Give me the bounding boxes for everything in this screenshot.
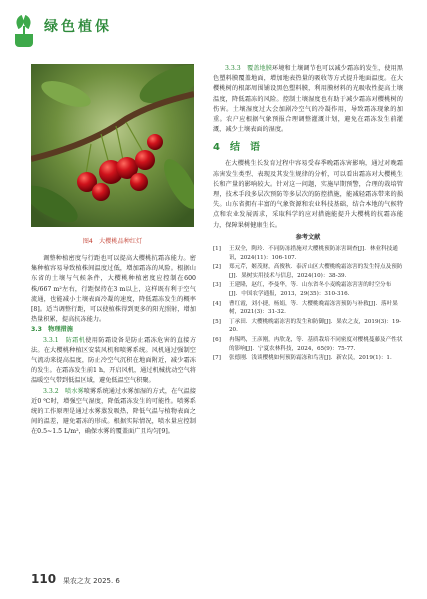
reference-item: [7] 张德刚．浅谈樱桃如何预防霜冻和鸟害[J]．新农民，2019(1)：1. (213, 355, 392, 362)
page-footer (31, 572, 120, 586)
right-column (213, 64, 403, 364)
cherry-photo (31, 64, 194, 227)
figure-caption: 图4 大樱桃品种红灯 (82, 238, 143, 245)
paragraph-density: 调整种植密度与行距也可以提高大樱桃抗霜冻能力。密集种植容易导致植株间温度过低，增加霜冻的风险。根据山东省的土壤与气候条件，大樱桃种植密度应控制在600株/667 m²左右，行距保持在3 m以上，这样既有利于空气流通，也能减小土壤表面冷凝的速度，降低霜冻发生的概率[8]。适当调整行距，可以使植株得到更多的阳光照射，增加热量积累，提高抗冻能力。 (31, 255, 196, 324)
reference-item: [2] 郑元芹，姬茂财，高俊秋．泰沂山区大樱桃晚霜冻害的发生特点及预防[J]．果树实用技术与信息，2024(10)：38-39. (213, 264, 403, 279)
page-header (10, 12, 420, 52)
subsection-heading: 3.3 物理措施 (31, 326, 73, 334)
reference-item: [1] 王双全，陶玲．不同防冻措施对大樱桃预防冻害调查[J]．林业科技通讯，2024(11)：106-107. (213, 246, 398, 261)
paragraph-water-mist (31, 387, 196, 438)
paragraph-mulch (213, 64, 403, 135)
subsection-label: 3.3.3 覆盖地膜 (225, 65, 272, 72)
journal-name: 果农之友 2025. 6 (62, 577, 120, 585)
reference-item: [3] 王建隆，赵红，李曼华，等．山东省冬小麦晚霜冻害害的时空分布[J]．中国农学通报，2013，29(35)：310-316. (213, 282, 392, 298)
paragraph-text: 喷雾系统通过水雾加湿的方式，在气温接近0 ℃时，增强空气湿度，降低霜冻发生的可能性。喷雾系统的工作原理是通过水雾蒸发吸热，降低气温与植物表面之间的温差，避免霜冻的形成。根据实际情况，喷水量应控制在0.5~1.5 L/m²，确保水雾的覆盖面广且均匀[9]。 (31, 387, 196, 436)
paragraph-frost-machine (31, 336, 196, 387)
reference-item: [4] 曹红霞，刘小捷，杨娟，等．大樱桃晚霜冻害预防与补救[J]．落叶果树，2021(3)：31-32. (213, 300, 398, 316)
reference-item: [6] 冉锡鸣，王彦刚，冉欣龙，等．基质栽培不同密度对樱桃蔓藤及产性状的影响[J]．宁夏农林科技，2024，65(9)：75-77. (213, 336, 403, 352)
subsection-label: 3.3.2 喷水雾 (43, 387, 84, 395)
references-list (213, 245, 403, 363)
plant-pot-logo-icon (10, 12, 38, 52)
paragraph-text: 环境和土壤调节也可以减少霜冻的发生，使用黑色塑料膜覆盖地面，增加地表热量的吸收等方式提升地面温度。在大樱桃树的根部周围铺设黑色塑料膜，利用膜材料的光吸收性提高土壤温度，降低霜冻的风险。控制土壤湿度也有助于减少霜冻对樱桃树的伤害。土壤湿度过大会加剧冷空气的冷凝作用，导致霜冻现象的加重。农户应根据气象预报合理调整灌溉计划，避免在霜冻发生前灌溉，减少土壤表面的湿度。 (213, 65, 403, 134)
left-column (31, 254, 196, 438)
section-title: 绿色植保 (44, 19, 112, 35)
conclusion-heading: 4 结 语 (213, 142, 260, 154)
paragraph-text: 使用防霜设备是防止霜冻危害的直接方法。在大樱桃种植区安装风机和喷雾系统。风机通过强制空气流动来提高温度，防止冷空气沉积在地面附近，减少霜冻的发生。在霜冻发生前1 h，开启风机，通过机械扰动空气将温暖空气带到低温区域，避免低温空气积聚。 (31, 336, 197, 385)
page-number: 110 (31, 572, 57, 586)
subsection-label: 3.3.1 防霜机 (43, 336, 86, 344)
paragraph-conclusion: 在大樱桃生长发育过程中容易受春季晚霜冻害影响，通过对晚霜冻害发生类型、表现及其发生规律的分析，可以看出霜冻对大樱桃生长和产量的影响较大。针对这一问题，实施早期预警，合理的栽培管理，技术手段多层次预防等多层次的防控措施，能减轻霜冻带来的损失。山东省拥有丰富的气象资源和农业科技基础，结合本地的气候特点和农业发展需求，采取科学的应对措施能提升大樱桃的抗霜冻能力，保障果树健康生长。 (213, 160, 403, 229)
references-heading: 参考文献 (295, 233, 321, 241)
reference-item: [5] 丁承田．大樱桃晚霜冻害的发生和防御[J]．果农之友，2019(3)：19-20. (213, 318, 402, 334)
